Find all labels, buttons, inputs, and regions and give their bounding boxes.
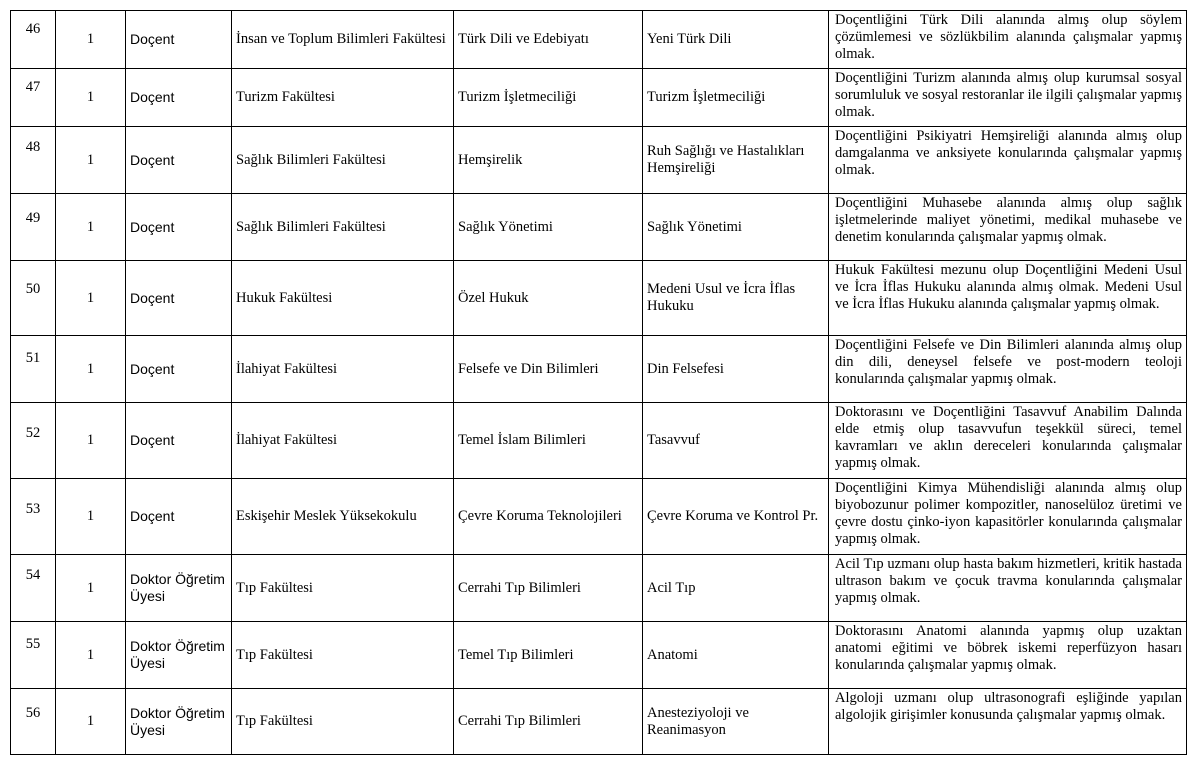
- table-row: [11, 127, 1187, 194]
- division: Çevre Koruma ve Kontrol Pr.: [643, 479, 829, 555]
- faculty: Eskişehir Meslek Yüksekokulu: [232, 479, 454, 555]
- table-row: [11, 11, 1187, 69]
- row-number: 49: [11, 194, 56, 261]
- position-count: 1: [56, 261, 126, 336]
- division: Sağlık Yönetimi: [643, 194, 829, 261]
- department: Türk Dili ve Edebiyatı: [454, 11, 643, 69]
- row-number: 46: [11, 11, 56, 69]
- position-count: 1: [56, 479, 126, 555]
- academic-title: Doçent: [126, 69, 232, 127]
- faculty: Tıp Fakültesi: [232, 689, 454, 755]
- row-number: 56: [11, 689, 56, 755]
- department: Cerrahi Tıp Bilimleri: [454, 689, 643, 755]
- academic-title: Doçent: [126, 261, 232, 336]
- table-row: [11, 689, 1187, 755]
- table-row: [11, 261, 1187, 336]
- faculty: Tıp Fakültesi: [232, 555, 454, 622]
- position-count: 1: [56, 689, 126, 755]
- position-count: 1: [56, 403, 126, 479]
- position-count: 1: [56, 69, 126, 127]
- department: Özel Hukuk: [454, 261, 643, 336]
- row-number: 48: [11, 127, 56, 194]
- requirement: Doçentliğini Muhasebe alanında almış olup sağlık işletmelerinde maliyet yönetimi, medikal muhasebe ve denetim konularında çalışmalar yapmış olmak.: [829, 194, 1187, 261]
- division: Tasavvuf: [643, 403, 829, 479]
- academic-title: Doktor Öğretim Üyesi: [126, 555, 232, 622]
- requirement: Doçentliğini Felsefe ve Din Bilimleri alanında almış olup din dili, deneysel felsefe ve post-modern teoloji konularında çalışmalar yapmış olmak.: [829, 336, 1187, 403]
- row-number: 47: [11, 69, 56, 127]
- faculty: Sağlık Bilimleri Fakültesi: [232, 194, 454, 261]
- row-number: 52: [11, 403, 56, 479]
- faculty: İlahiyat Fakültesi: [232, 336, 454, 403]
- department: Çevre Koruma Teknolojileri: [454, 479, 643, 555]
- table-row: [11, 555, 1187, 622]
- faculty: Sağlık Bilimleri Fakültesi: [232, 127, 454, 194]
- division: Acil Tıp: [643, 555, 829, 622]
- division: Anesteziyoloji ve Reanimasyon: [643, 689, 829, 755]
- row-number: 51: [11, 336, 56, 403]
- row-number: 50: [11, 261, 56, 336]
- requirement: Doktorasını ve Doçentliğini Tasavvuf Anabilim Dalında elde etmiş olup tasavvufun teşekkül süreci, temel kavramları ve aklın dereceleri konularında çalışmalar yapmış olmak.: [829, 403, 1187, 479]
- division: Yeni Türk Dili: [643, 11, 829, 69]
- position-count: 1: [56, 336, 126, 403]
- requirement: Hukuk Fakültesi mezunu olup Doçentliğini Medeni Usul ve İcra İflas Hukuku alanında almış olmak. Medeni Usul ve İcra İflas Hukuku alanında çalışmalar yapmış olmak.: [829, 261, 1187, 336]
- requirement: Acil Tıp uzmanı olup hasta bakım hizmetleri, kritik hastada ultrason bakım ve çocuk travma konularında çalışmalar yapmış olmak.: [829, 555, 1187, 622]
- table-row: [11, 69, 1187, 127]
- division: Din Felsefesi: [643, 336, 829, 403]
- requirement: Doktorasını Anatomi alanında yapmış olup uzaktan anatomi eğitimi ve böbrek iskemi reperfüzyon hasarı konularında çalışmalar yapmış olmak.: [829, 622, 1187, 689]
- academic-title: Doçent: [126, 127, 232, 194]
- academic-title: Doçent: [126, 336, 232, 403]
- academic-title: Doçent: [126, 11, 232, 69]
- department: Temel İslam Bilimleri: [454, 403, 643, 479]
- department: Sağlık Yönetimi: [454, 194, 643, 261]
- faculty: Hukuk Fakültesi: [232, 261, 454, 336]
- department: Temel Tıp Bilimleri: [454, 622, 643, 689]
- requirement: Doçentliğini Psikiyatri Hemşireliği alanında almış olup damgalanma ve anksiyete konularında çalışmalar yapmış olmak.: [829, 127, 1187, 194]
- position-count: 1: [56, 11, 126, 69]
- row-number: 53: [11, 479, 56, 555]
- department: Turizm İşletmeciliği: [454, 69, 643, 127]
- department: Felsefe ve Din Bilimleri: [454, 336, 643, 403]
- division: Anatomi: [643, 622, 829, 689]
- requirement: Algoloji uzmanı olup ultrasonografi eşliğinde yapılan algolojik girişimler konusunda çalışmalar yapmış olmak.: [829, 689, 1187, 755]
- table-row: [11, 622, 1187, 689]
- faculty: İlahiyat Fakültesi: [232, 403, 454, 479]
- requirement: Doçentliğini Kimya Mühendisliği alanında almış olup biyobozunur polimer kompozitler, nanoselüloz üretimi ve çevre dostu çinko-iyon kapasitörler konularında çalışmalar yapmış olmak.: [829, 479, 1187, 555]
- positions-table: [10, 10, 1187, 755]
- academic-title: Doçent: [126, 479, 232, 555]
- division: Ruh Sağlığı ve Hastalıkları Hemşireliği: [643, 127, 829, 194]
- position-count: 1: [56, 622, 126, 689]
- academic-title: Doçent: [126, 194, 232, 261]
- row-number: 54: [11, 555, 56, 622]
- row-number: 55: [11, 622, 56, 689]
- division: Turizm İşletmeciliği: [643, 69, 829, 127]
- requirement: Doçentliğini Türk Dili alanında almış olup söylem çözümlemesi ve sözlükbilim alanında çalışmalar yapmış olmak.: [829, 11, 1187, 69]
- position-count: 1: [56, 555, 126, 622]
- table-row: [11, 336, 1187, 403]
- position-count: 1: [56, 127, 126, 194]
- table-row: [11, 194, 1187, 261]
- academic-title: Doktor Öğretim Üyesi: [126, 622, 232, 689]
- table-row: [11, 479, 1187, 555]
- requirement: Doçentliğini Turizm alanında almış olup kurumsal sosyal sorumluluk ve sosyal restoranlar ile ilgili çalışmalar yapmış olmak.: [829, 69, 1187, 127]
- department: Cerrahi Tıp Bilimleri: [454, 555, 643, 622]
- division: Medeni Usul ve İcra İflas Hukuku: [643, 261, 829, 336]
- faculty: Tıp Fakültesi: [232, 622, 454, 689]
- department: Hemşirelik: [454, 127, 643, 194]
- academic-title: Doçent: [126, 403, 232, 479]
- position-count: 1: [56, 194, 126, 261]
- faculty: İnsan ve Toplum Bilimleri Fakültesi: [232, 11, 454, 69]
- table-row: [11, 403, 1187, 479]
- faculty: Turizm Fakültesi: [232, 69, 454, 127]
- academic-title: Doktor Öğretim Üyesi: [126, 689, 232, 755]
